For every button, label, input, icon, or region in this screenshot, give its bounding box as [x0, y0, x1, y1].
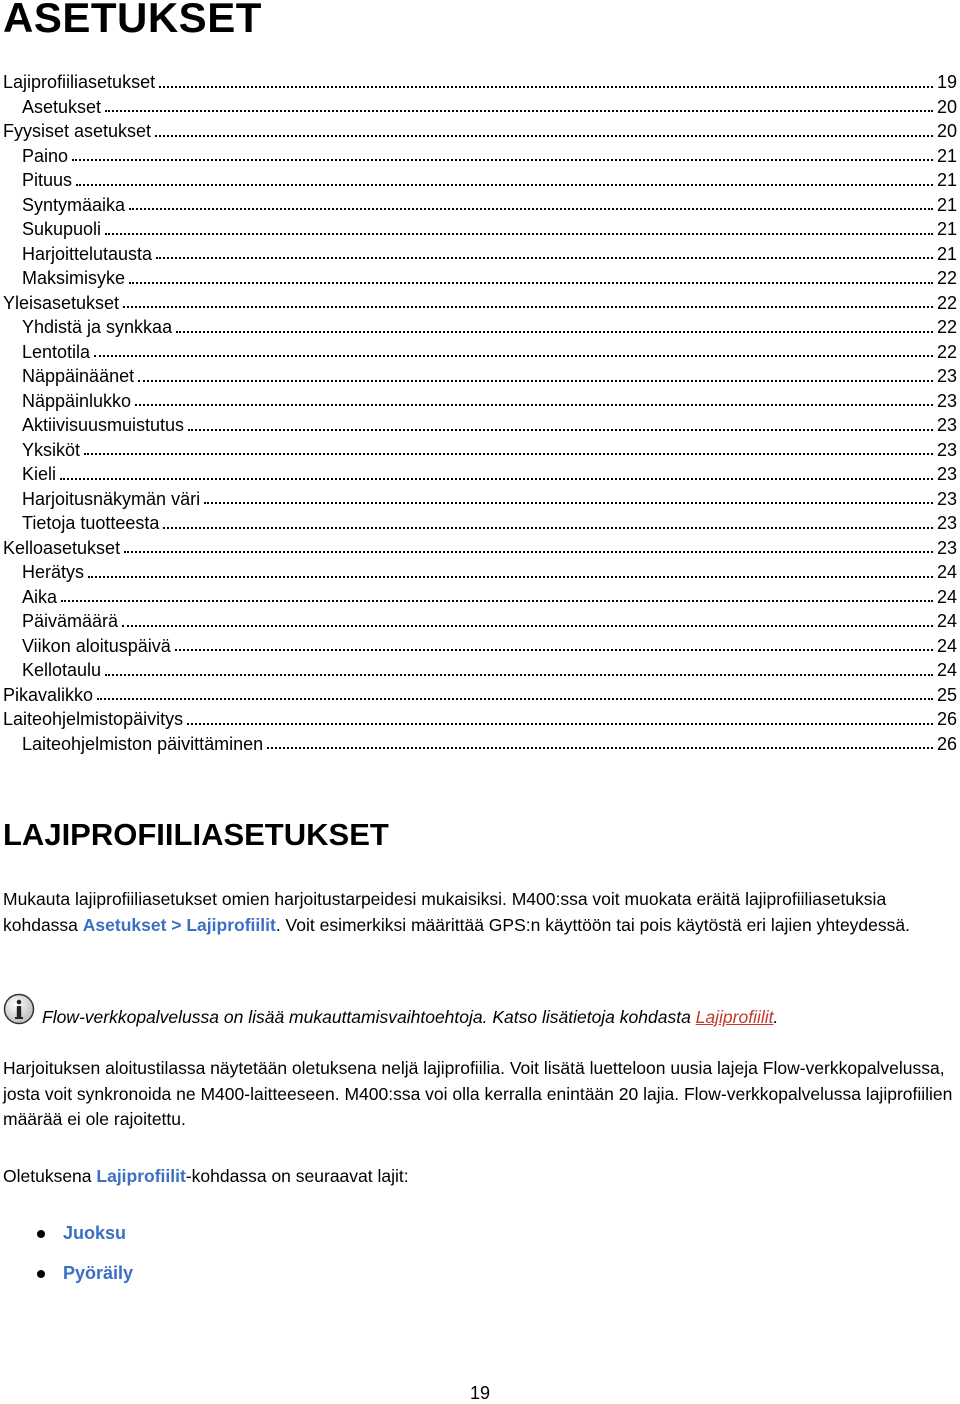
toc-dot-leader — [94, 354, 933, 357]
intro-text-end: . Voit esimerkiksi määrittää GPS:n käyttöön tai pois käytöstä eri lajien yhteydessä. — [275, 914, 910, 935]
toc-dot-leader — [72, 158, 933, 161]
toc-entry-label: Harjoittelutausta — [22, 243, 153, 264]
toc-entry[interactable] — [3, 119, 957, 144]
note-text — [42, 1005, 778, 1030]
toc-dot-leader — [267, 746, 933, 749]
toc-entry[interactable] — [3, 536, 957, 561]
toc-dot-leader — [159, 85, 933, 88]
toc-dot-leader — [163, 526, 933, 529]
toc-entry[interactable] — [3, 585, 957, 610]
toc-entry-label: Viikon aloituspäivä — [22, 635, 171, 656]
toc-entry-page: 24 — [936, 562, 957, 582]
toc-entry-page: 21 — [936, 243, 957, 264]
toc-dot-leader — [122, 624, 933, 627]
toc-dot-leader — [123, 305, 933, 308]
toc-entry[interactable] — [3, 389, 957, 414]
toc-entry[interactable] — [3, 70, 957, 95]
toc-entry-page: 20 — [936, 121, 957, 141]
page-number: 19 — [469, 1383, 491, 1403]
toc-entry-label: Syntymäaika — [22, 194, 126, 215]
toc-entry-page: 24 — [936, 635, 957, 656]
toc-entry-label: Harjoitusnäkymän väri — [22, 488, 201, 509]
toc-dot-leader — [76, 183, 933, 186]
toc-entry[interactable] — [3, 511, 957, 536]
toc-dot-leader — [60, 477, 933, 480]
profiles-paragraph: Harjoituksen aloitustilassa näytetään oletuksena neljä lajiprofiilia. Voit lisätä luetteloon uusia lajeja Flow-verkkopalvelussa, josta voit synkronoida ne M400-laitteeseen. M400:ssa voi olla kerralla enintään 20 lajia. Flow-verkkopalvelussa lajiprofiilien määrää ei ole rajoitettu. — [3, 1058, 953, 1129]
toc-entry[interactable] — [3, 683, 957, 708]
bullet-dot-icon — [37, 1230, 45, 1238]
toc-dot-leader — [204, 501, 933, 504]
toc-entry[interactable] — [3, 462, 957, 487]
toc-entry-label: Kieli — [22, 464, 57, 484]
toc-entry-label: Laiteohjelmiston päivittäminen — [22, 733, 264, 754]
toc-entry-label: Yhdistä ja synkkaa — [22, 317, 173, 337]
toc-dot-leader — [88, 575, 933, 578]
defaults-text-end: -kohdassa on seuraavat lajit: — [185, 1166, 409, 1186]
toc-entry[interactable] — [3, 144, 957, 169]
toc-dot-leader — [84, 452, 933, 455]
lajiprofiilit-note-link[interactable]: Lajiprofiilit — [695, 1007, 774, 1027]
toc-entry[interactable] — [3, 487, 957, 512]
toc-entry[interactable] — [3, 266, 957, 291]
toc-entry-label: Yleisasetukset — [3, 292, 120, 313]
toc-entry[interactable] — [3, 413, 957, 438]
toc-entry-label: Aika — [22, 586, 58, 607]
toc-dot-leader — [61, 599, 933, 602]
sport-link[interactable]: Juoksu — [63, 1223, 127, 1243]
sport-link[interactable]: Pyöräily — [63, 1263, 134, 1283]
toc-entry[interactable] — [3, 193, 957, 218]
settings-link[interactable]: Asetukset > Lajiprofiilit — [82, 914, 276, 935]
toc-entry-page: 21 — [936, 194, 957, 215]
toc-entry[interactable] — [3, 634, 957, 659]
toc-dot-leader — [175, 648, 933, 651]
toc-entry-page: 21 — [936, 219, 957, 239]
toc-entry-page: 23 — [936, 439, 957, 460]
toc-entry-label: Paino — [22, 145, 69, 166]
toc-dot-leader — [156, 256, 933, 259]
toc-entry-label: Kelloasetukset — [3, 537, 121, 558]
page-title: ASETUKSET — [3, 0, 262, 41]
toc-dot-leader — [105, 232, 933, 235]
info-note — [3, 993, 953, 1033]
toc-dot-leader — [97, 697, 933, 700]
intro-text-start: Mukauta lajiprofiiliasetukset omien harjoitustarpeidesi mukaisiksi. M400:ssa voit muokata eräitä lajiprofiiliasetuksia kohdassa — [3, 889, 887, 935]
toc-entry-label: Yksiköt — [22, 439, 81, 460]
toc-dot-leader — [187, 722, 933, 725]
toc-entry-page: 19 — [936, 72, 957, 92]
defaults-paragraph — [3, 1164, 953, 1190]
toc-dot-leader — [138, 379, 933, 382]
note-text-start: Flow-verkkopalvelussa on lisää mukauttamisvaihtoehtoja. Katso lisätietoja kohdasta — [42, 1007, 696, 1027]
toc-entry-label: Fyysiset asetukset — [3, 121, 152, 141]
toc-dot-leader — [105, 109, 933, 112]
toc-dot-leader — [105, 673, 933, 676]
toc-entry[interactable] — [3, 560, 957, 585]
toc-dot-leader — [124, 550, 933, 553]
bullet-dot-icon — [37, 1270, 45, 1278]
intro-paragraph — [3, 887, 953, 938]
toc-entry-page: 23 — [936, 513, 957, 533]
toc-dot-leader — [155, 134, 933, 137]
toc-entry-page: 24 — [936, 611, 957, 631]
toc-entry-label: Näppäinäänet — [22, 366, 135, 386]
toc-entry-page: 21 — [936, 145, 957, 166]
toc-entry[interactable] — [3, 707, 957, 732]
toc-entry[interactable] — [3, 438, 957, 463]
toc-entry-page: 23 — [936, 415, 957, 435]
toc-entry-page: 22 — [936, 292, 957, 313]
toc-entry-label: Pikavalikko — [3, 684, 94, 705]
toc-entry-label: Pituus — [22, 170, 73, 190]
toc-entry-page: 23 — [936, 366, 957, 386]
toc-entry-label: Aktiivisuusmuistutus — [22, 415, 185, 435]
table-of-contents — [3, 70, 957, 756]
toc-entry-page: 23 — [936, 390, 957, 411]
toc-entry[interactable] — [3, 732, 957, 757]
toc-dot-leader — [129, 281, 933, 284]
toc-entry-label: Lajiprofiiliasetukset — [3, 72, 156, 92]
toc-entry[interactable] — [3, 242, 957, 267]
toc-entry-label: Sukupuoli — [22, 219, 102, 239]
info-icon — [3, 993, 35, 1025]
toc-entry-page: 22 — [936, 317, 957, 337]
toc-entry-page: 20 — [936, 96, 957, 117]
toc-entry[interactable] — [3, 364, 957, 389]
toc-entry-page: 21 — [936, 170, 957, 190]
toc-entry-page: 23 — [936, 488, 957, 509]
toc-entry-page: 24 — [936, 660, 957, 680]
toc-entry[interactable] — [3, 95, 957, 120]
toc-entry-page: 24 — [936, 586, 957, 607]
note-text-end: . — [773, 1007, 779, 1027]
toc-entry-page: 23 — [936, 464, 957, 484]
toc-dot-leader — [129, 207, 933, 210]
toc-entry-label: Herätys — [22, 562, 85, 582]
toc-entry[interactable] — [3, 168, 957, 193]
toc-entry-page: 22 — [936, 268, 957, 288]
toc-entry[interactable] — [3, 340, 957, 365]
toc-entry-page: 22 — [936, 341, 957, 362]
lajiprofiilit-link[interactable]: Lajiprofiilit — [96, 1166, 186, 1186]
defaults-text-start: Oletuksena — [3, 1166, 97, 1186]
toc-entry-label: Kellotaulu — [22, 660, 102, 680]
toc-entry[interactable] — [3, 291, 957, 316]
toc-entry[interactable] — [3, 658, 957, 683]
toc-dot-leader — [176, 330, 933, 333]
toc-entry-page: 26 — [936, 709, 957, 729]
toc-entry-page: 23 — [936, 537, 957, 558]
toc-entry[interactable] — [3, 609, 957, 634]
toc-dot-leader — [135, 403, 933, 406]
toc-entry-label: Laiteohjelmistopäivitys — [3, 709, 184, 729]
toc-entry-label: Tietoja tuotteesta — [22, 513, 160, 533]
toc-entry-label: Asetukset — [22, 96, 102, 117]
toc-entry-label: Päivämäärä — [22, 611, 119, 631]
toc-entry[interactable] — [3, 217, 957, 242]
toc-entry[interactable] — [3, 315, 957, 340]
toc-entry-label: Lentotila — [22, 341, 91, 362]
section-title: LAJIPROFIILIASETUKSET — [3, 817, 389, 852]
toc-entry-label: Maksimisyke — [22, 268, 126, 288]
toc-entry-page: 26 — [936, 733, 957, 754]
toc-dot-leader — [188, 428, 933, 431]
toc-entry-label: Näppäinlukko — [22, 390, 132, 411]
toc-entry-page: 25 — [936, 684, 957, 705]
